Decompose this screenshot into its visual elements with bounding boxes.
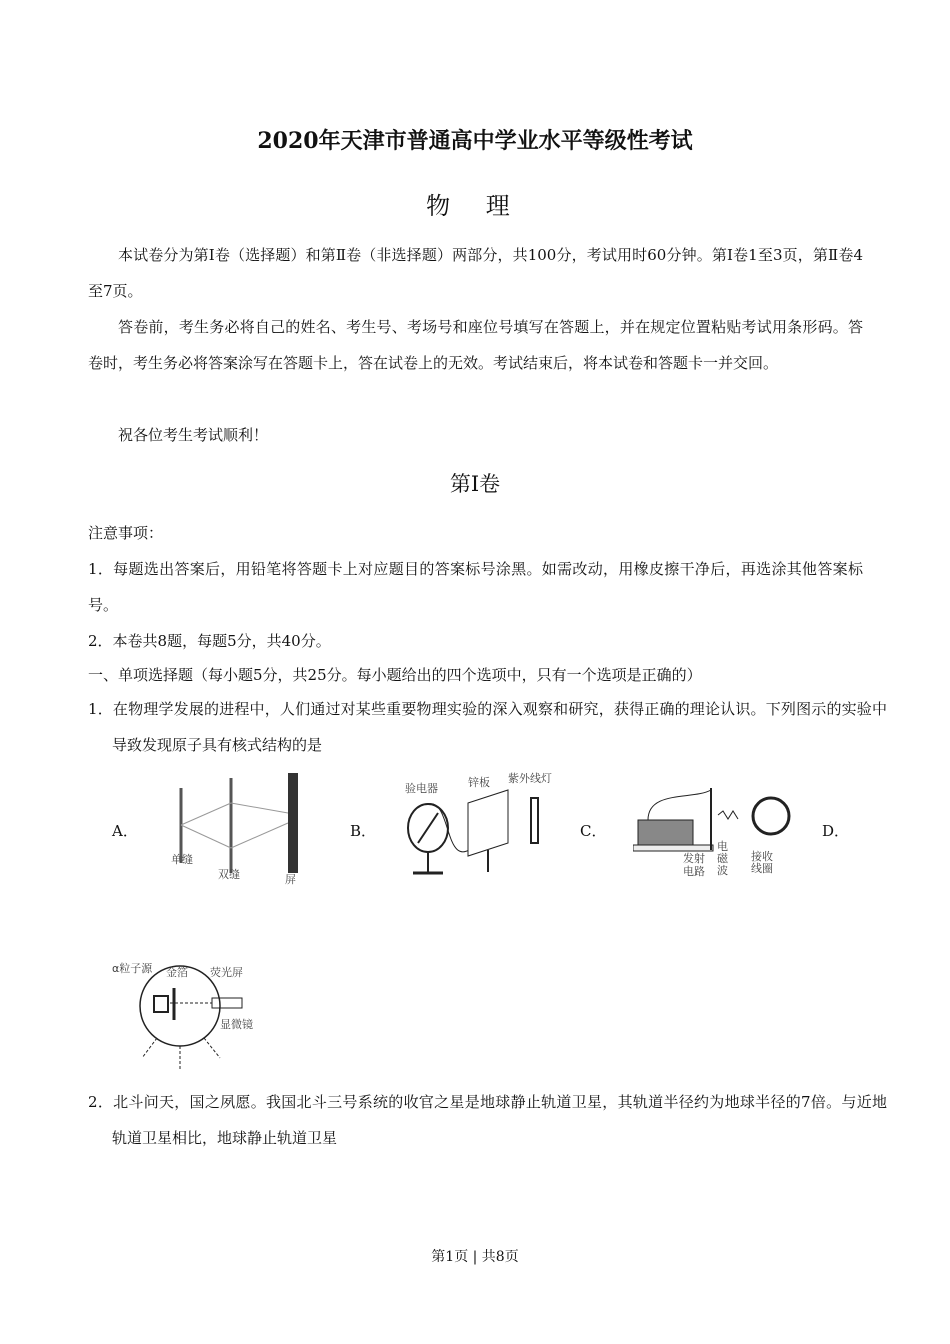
rutherford-scattering-figure [112, 958, 272, 1076]
question-1: 1．在物理学发展的进程中，人们通过对某些重要物理实验的深入观察和研究，获得正确的理论认识。下列图示的实验中导致发现原子具有核式结构的是 [88, 700, 887, 754]
fig-label: 荧光屏 [210, 966, 243, 979]
fig-label: 锌板 [468, 776, 490, 789]
fig-label: 验电器 [405, 782, 438, 795]
fig-label: α粒子源 [112, 962, 153, 975]
photoelectric-figure [403, 768, 553, 880]
exam-title: 2020年天津市普通高中学业水平等级性考试 [257, 128, 693, 154]
fig-label: 接收 [751, 850, 773, 863]
fig-label: 电 [717, 840, 728, 853]
note-item: 2．本卷共8题，每题5分，共40分。 [88, 632, 331, 650]
option-a-label: A． [112, 822, 138, 840]
notes-heading: 注意事项： [88, 524, 164, 542]
question-2: 2．北斗问天，国之夙愿。我国北斗三号系统的收官之星是地球静止轨道卫星，其轨道半径约为地球半径的7倍。与近地轨道卫星相比，地球静止轨道卫星 [88, 1093, 887, 1147]
note-item: 1．每题选出答案后，用铅笔将答题卡上对应题目的答案标号涂黑。如需改动，用橡皮擦干净后，再选涂其他答案标号。 [88, 560, 863, 614]
subject-title: 物 理 [426, 192, 524, 220]
double-slit-figure [163, 768, 319, 886]
fig-label: 金箔 [166, 966, 188, 979]
intro-paragraph: 本试卷分为第Ⅰ卷（选择题）和第Ⅱ卷（非选择题）两部分，共100分，考试用时60分钟。第Ⅰ卷1至3页，第Ⅱ卷4至7页。 [88, 246, 863, 300]
intro-paragraph: 祝各位考生考试顺利！ [118, 426, 269, 444]
fig-label: 显微镜 [220, 1018, 253, 1031]
fig-label: 单缝 [171, 853, 193, 866]
section-title: 第Ⅰ卷 [449, 472, 501, 496]
part-heading: 一、单项选择题（每小题5分，共25分。每小题给出的四个选项中，只有一个选项是正确的） [88, 666, 702, 684]
fig-label: 波 [717, 864, 728, 877]
fig-label: 线圈 [751, 862, 773, 875]
option-c-label: C． [580, 822, 607, 840]
fig-label: 电路 [683, 865, 705, 878]
fig-label: 屏 [285, 873, 296, 886]
fig-label: 紫外线灯 [508, 772, 552, 785]
intro-paragraph: 答卷前，考生务必将自己的姓名、考生号、考场号和座位号填写在答题上，并在规定位置粘贴考试用条形码。答卷时，考生务必将答案涂写在答题卡上，答在试卷上的无效。考试结束后，将本试卷和答题卡一并交回。 [88, 318, 863, 372]
fig-label: 发射 [683, 852, 705, 865]
fig-label: 磁 [717, 852, 728, 865]
em-wave-figure [633, 780, 793, 880]
fig-label: 双缝 [218, 868, 240, 881]
option-d-label: D． [822, 822, 850, 840]
page-footer: 第1页 | 共8页 [431, 1249, 519, 1265]
option-b-label: B． [350, 822, 377, 840]
